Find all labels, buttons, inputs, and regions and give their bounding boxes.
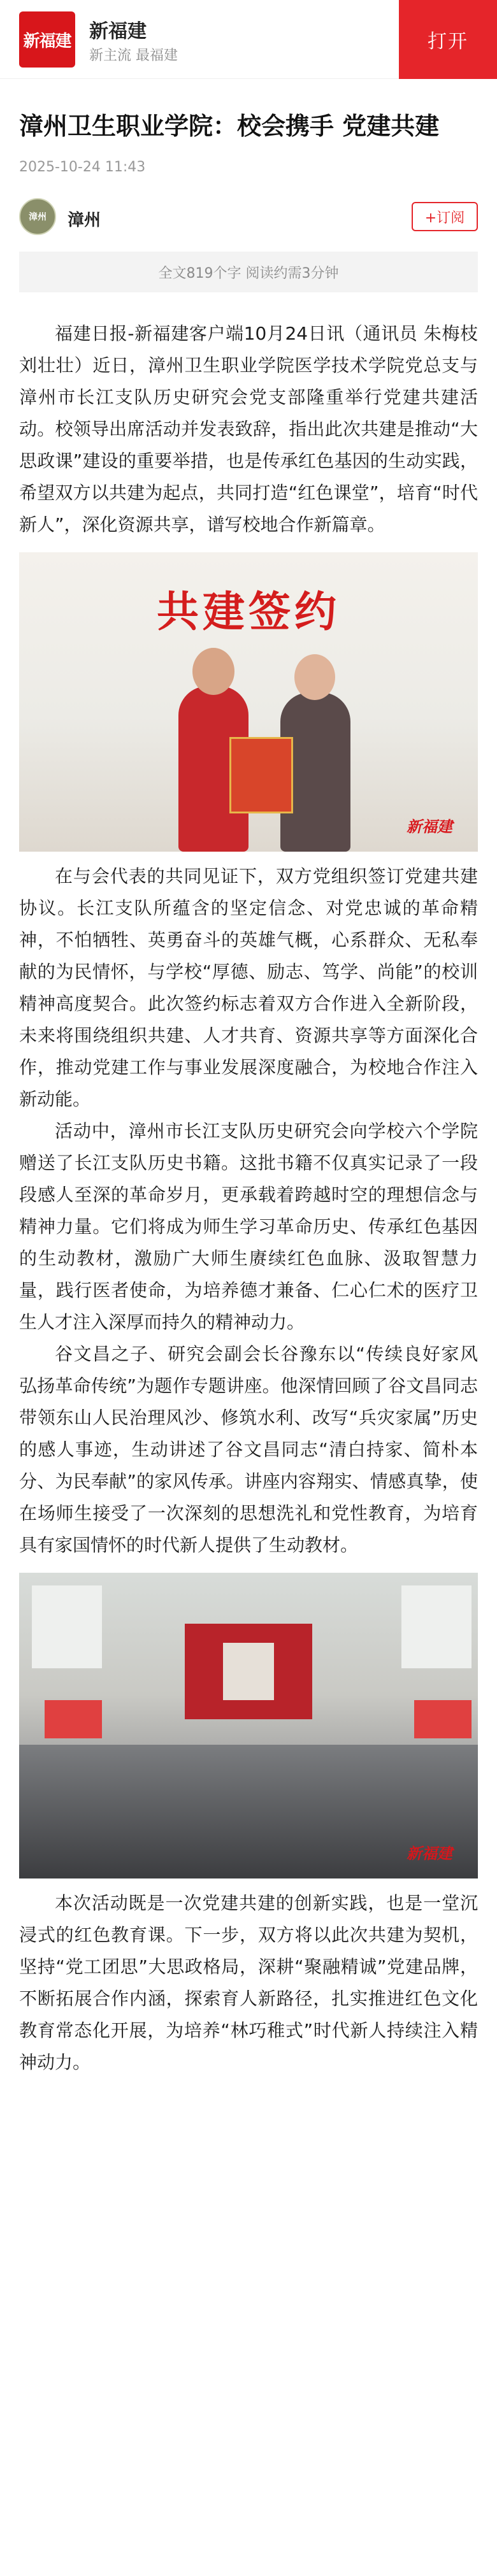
paragraph: 本次活动既是一次党建共建的创新实践，也是一堂沉浸式的红色教育课。下一步，双方将以此次共建为契机，坚持“党工团思”大思政格局，深耕“聚融精诚”党建品牌，不断拓展合作内涵，探索育人新路径，扎实推进红色文化教育常态化开展，为培养“林巧稚式”时代新人持续注入精神动力。 bbox=[19, 1893, 478, 2073]
open-app-button[interactable]: 打开 bbox=[399, 0, 497, 79]
author-avatar[interactable]: 漳州 bbox=[19, 198, 56, 235]
speaker-portrait bbox=[223, 1643, 274, 1700]
side-screen bbox=[414, 1700, 472, 1738]
signing-photo bbox=[19, 552, 478, 852]
subscribe-button[interactable]: +订阅 bbox=[412, 202, 478, 231]
paragraph: 在与会代表的共同见证下，双方党组织签订党建共建协议。长江支队所蕴含的坚定信念、对党忠诚的革命精神，不怕牺牲、英勇奋斗的英雄气概，心系群众、无私奉献的为民情怀，与学校“厚德、励志、笃学、尚能”的校训精神高度契合。此次签约标志着双方合作进入全新阶段，未来将围绕组织共建、人才共育、资源共享等方面深化合作，推动党建工作与事业发展深度融合，为校地合作注入新动能。 bbox=[19, 866, 478, 1110]
person-head bbox=[192, 648, 234, 695]
app-slogan: 新主流 最福建 bbox=[89, 48, 178, 64]
watermark-logo: 新福建 bbox=[407, 817, 452, 836]
person-head bbox=[294, 654, 335, 700]
window bbox=[401, 1585, 472, 1668]
app-logo: 新福建 bbox=[19, 11, 75, 68]
banner-text: 共建签约 bbox=[157, 587, 340, 636]
article-body bbox=[0, 292, 497, 2079]
paragraph: 活动中，漳州市长江支队历史研究会向学校六个学院赠送了长江支队历史书籍。这批书籍不仅真实记录了一段段感人至深的革命岁月，更承载着跨越时空的理想信念与精神力量。它们将成为师生学习革命历史、传承红色基因的生动教材，激励广大师生赓续红色血脉、汲取智慧力量，践行医者使命，为培养德才兼备、仁心仁术的医疗卫生人才注入深厚而持久的精神动力。 bbox=[19, 1120, 478, 1333]
publish-time: 2025-10-24 11:43 bbox=[19, 159, 146, 175]
article-title: 漳州卫生职业学院：校会携手 党建共建 bbox=[19, 112, 440, 140]
watermark-logo: 新福建 bbox=[407, 1844, 452, 1863]
paragraph: 福建日报-新福建客户端10月24日讯（通讯员 朱梅枝 刘壮壮）近日，漳州卫生职业学院医学技术学院党总支与漳州市长江支队历史研究会党支部隆重举行党建共建活动。校领导出席活动并发表致辞，指出此次共建是推动“大思政课”建设的重要举措，也是传承红色基因的生动实践，希望双方以共建为起点，共同打造“红色课堂”，培育“时代新人”，深化资源共享，谱写校地合作新篇章。 bbox=[19, 323, 478, 535]
author-name[interactable]: 漳州 bbox=[68, 211, 101, 230]
lecture-hall-photo bbox=[19, 1573, 478, 1878]
app-download-bar bbox=[0, 0, 497, 79]
agreement-booklet bbox=[229, 737, 293, 813]
paragraph: 谷文昌之子、研究会副会长谷豫东以“传续良好家风 弘扬革命传统”为题作专题讲座。他深情回顾了谷文昌同志带领东山人民治理风沙、修筑水利、改写“兵灾家属”历史的感人事迹，生动讲述了谷文昌同志“清白持家、简朴本分、为民奉献”的家风传承。讲座内容翔实、情感真挚，使在场师生接受了一次深刻的思想洗礼和党性教育，为培育具有家国情怀的时代新人提供了生动教材。 bbox=[19, 1343, 478, 1556]
app-name: 新福建 bbox=[89, 20, 147, 43]
reading-meta: 全文819个字 阅读约需3分钟 bbox=[19, 252, 478, 292]
author-row bbox=[0, 179, 497, 249]
window bbox=[32, 1585, 102, 1668]
side-screen bbox=[45, 1700, 102, 1738]
